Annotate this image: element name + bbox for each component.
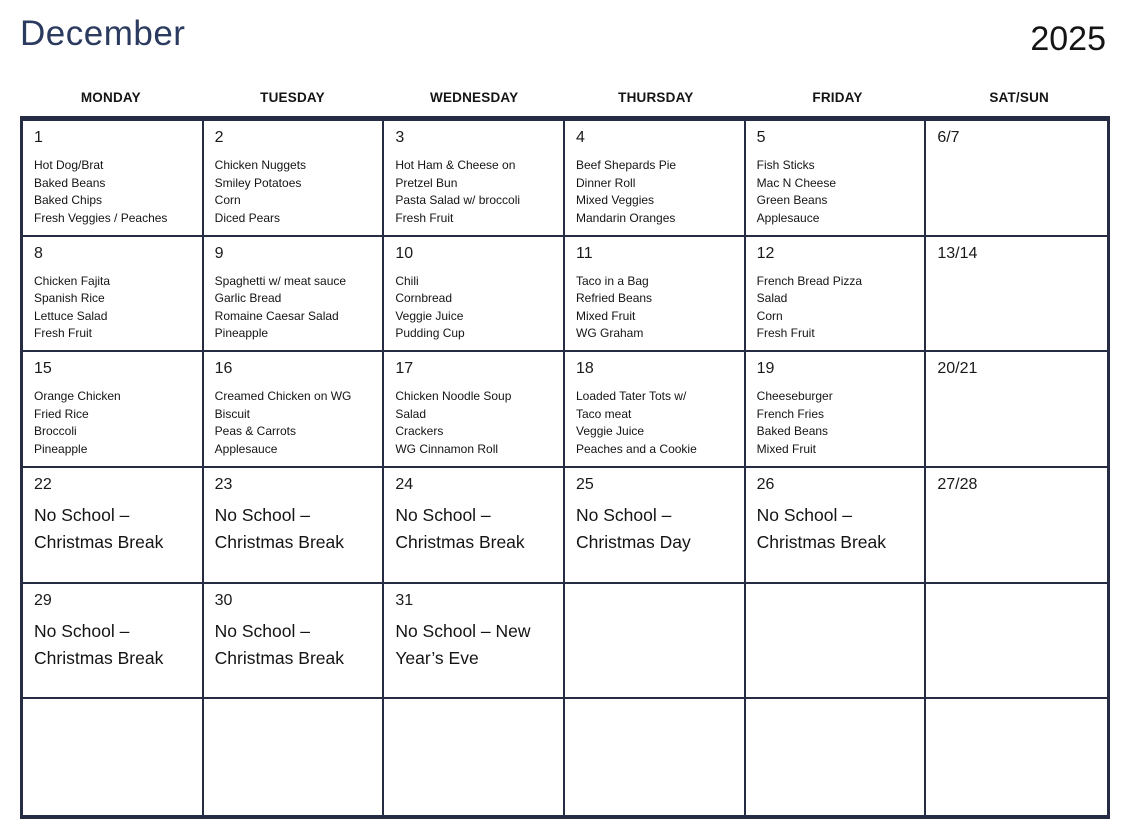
date-number: 2: [214, 129, 224, 146]
date-number: 25: [576, 475, 594, 493]
menu-item: Baked Chips: [34, 193, 103, 207]
menu-item: Beef Shepards Pie: [576, 158, 677, 172]
day-cell-22: [23, 468, 204, 584]
menu-item: Corn: [756, 308, 783, 323]
day-cell-13-14: [926, 237, 1107, 353]
menu-item: Diced Pears: [214, 210, 281, 225]
menu-item: Baked Beans: [34, 175, 106, 190]
menu-item: Fresh Fruit: [34, 326, 93, 341]
day-cell-17: [384, 352, 565, 468]
menu-item-list: [757, 157, 917, 227]
day-cell-23: [204, 468, 385, 584]
menu-item: Spanish Rice: [34, 291, 105, 306]
day-cell-empty: [565, 699, 746, 815]
day-cell-2: [204, 121, 385, 237]
menu-item: Mixed Fruit: [576, 308, 636, 323]
menu-item: Pretzel Bun: [395, 175, 458, 190]
menu-item: Creamed Chicken on WG: [214, 389, 352, 404]
menu-item: Mixed Fruit: [756, 441, 816, 456]
no-school-note: No School – Christmas Day: [576, 504, 691, 552]
day-cell-3: [384, 121, 565, 237]
menu-item: Pasta Salad w/ broccoli: [395, 193, 521, 207]
day-cell-empty: [746, 584, 927, 700]
day-cell-19: [746, 352, 927, 468]
date-number: 9: [214, 244, 224, 262]
day-cell-16: [204, 352, 385, 468]
no-school-note: No School – Christmas Break: [34, 504, 164, 552]
menu-item: Green Beans: [756, 193, 828, 207]
menu-item: Chili: [395, 273, 419, 288]
day-cell-empty: [926, 584, 1107, 700]
date-number: 17: [395, 360, 414, 378]
date-number: 19: [756, 360, 775, 378]
day-cell-20-21: [926, 352, 1107, 468]
menu-item: Taco meat: [576, 406, 632, 421]
day-cell-9: [204, 237, 385, 353]
day-cell-26: [746, 468, 927, 584]
menu-item: Baked Beans: [756, 424, 829, 439]
menu-item: Fish Sticks: [756, 158, 815, 172]
menu-item: Broccoli: [34, 424, 77, 439]
menu-item: Salad: [756, 291, 788, 306]
day-cell-11: [565, 237, 746, 353]
menu-item: Cornbread: [395, 291, 453, 306]
date-number: 20/21: [937, 360, 978, 378]
menu-item: Pudding Cup: [395, 326, 465, 341]
menu-item: WG Graham: [576, 326, 644, 341]
no-school-note: No School – Christmas Break: [756, 504, 886, 552]
date-number: 1: [34, 129, 43, 146]
menu-item: Refried Beans: [576, 291, 653, 306]
date-number: 30: [214, 591, 233, 609]
day-cell-31: [384, 584, 565, 700]
menu-item: Applesauce: [756, 210, 820, 225]
date-number: 18: [576, 360, 594, 378]
menu-item: Corn: [214, 193, 241, 207]
date-number: 31: [395, 591, 414, 609]
menu-item-list: [576, 388, 736, 458]
date-number: 23: [214, 475, 233, 493]
menu-item-list: [34, 388, 194, 458]
date-number: 10: [395, 244, 414, 262]
date-number: 22: [34, 475, 52, 493]
day-cell-empty: [204, 699, 385, 815]
day-cell-empty: [384, 699, 565, 815]
menu-item-list: [215, 273, 375, 343]
day-cell-empty: [926, 699, 1107, 815]
menu-item: Pineapple: [34, 441, 88, 456]
menu-item-list: [34, 273, 194, 343]
date-number: 6/7: [937, 129, 960, 146]
day-cell-empty: [746, 699, 927, 815]
date-number: 29: [34, 591, 52, 609]
menu-item: Applesauce: [214, 441, 278, 456]
weekday-header-thursday: THURSDAY: [618, 90, 694, 105]
month-title: December: [20, 14, 186, 53]
date-number: 27/28: [937, 475, 978, 493]
menu-item: Taco in a Bag: [576, 273, 649, 288]
menu-item: Biscuit: [214, 406, 250, 421]
no-school-note: No School – Christmas Break: [214, 620, 344, 668]
menu-item-list: [34, 157, 194, 227]
day-cell-1: [23, 121, 204, 237]
no-school-note: No School – Christmas Break: [34, 620, 164, 668]
day-cell-5: [746, 121, 927, 237]
menu-item-list: [757, 273, 917, 343]
day-cell-30: [204, 584, 385, 700]
day-cell-empty: [565, 584, 746, 700]
menu-item: Fried Rice: [34, 406, 89, 421]
menu-item: Chicken Noodle Soup: [395, 389, 512, 404]
menu-item-list: [395, 388, 555, 458]
menu-item: Smiley Potatoes: [214, 175, 302, 190]
menu-item: Fresh Fruit: [756, 326, 815, 341]
menu-item: Veggie Juice: [576, 424, 645, 439]
day-cell-4: [565, 121, 746, 237]
menu-item: Peaches and a Cookie: [576, 441, 697, 456]
menu-item: Romaine Caesar Salad: [214, 308, 339, 323]
menu-item: Cheeseburger: [756, 389, 833, 404]
date-number: 15: [34, 360, 52, 378]
day-cell-24: [384, 468, 565, 584]
menu-item: Mixed Veggies: [576, 193, 655, 207]
menu-item: Salad: [395, 406, 427, 421]
no-school-note: No School – Christmas Break: [395, 504, 525, 552]
date-number: 24: [395, 475, 414, 493]
weekday-header-friday: FRIDAY: [812, 90, 863, 105]
weekday-header-tuesday: TUESDAY: [260, 90, 325, 105]
day-cell-10: [384, 237, 565, 353]
menu-item: WG Cinnamon Roll: [395, 441, 499, 456]
day-cell-18: [565, 352, 746, 468]
day-cell-25: [565, 468, 746, 584]
date-number: 26: [756, 475, 775, 493]
menu-item: Mandarin Oranges: [576, 210, 676, 225]
calendar-grid: [20, 116, 1110, 819]
date-number: 11: [576, 244, 593, 262]
menu-item: Loaded Tater Tots w/: [576, 389, 687, 404]
menu-item-list: [215, 157, 375, 227]
menu-item: Crackers: [395, 424, 444, 439]
day-cell-6-7: [926, 121, 1107, 237]
menu-item-list: [576, 273, 736, 343]
day-cell-27-28: [926, 468, 1107, 584]
menu-item-list: [215, 388, 375, 458]
day-cell-8: [23, 237, 204, 353]
menu-item: Fresh Veggies / Peaches: [34, 210, 168, 225]
weekday-header-wednesday: WEDNESDAY: [430, 90, 519, 105]
date-number: 4: [576, 129, 585, 146]
menu-item: French Bread Pizza: [756, 273, 863, 288]
menu-item: French Fries: [756, 406, 825, 421]
weekday-header-satsun: SAT/SUN: [989, 90, 1049, 105]
menu-item: Fresh Fruit: [395, 210, 454, 225]
menu-item: Garlic Bread: [214, 291, 282, 306]
date-number: 8: [34, 244, 43, 262]
weekday-header-monday: MONDAY: [80, 90, 141, 105]
menu-item: Spaghetti w/ meat sauce: [214, 273, 347, 288]
menu-item-list: [395, 157, 555, 227]
menu-item-list: [395, 273, 555, 343]
menu-item: Peas & Carrots: [214, 424, 297, 439]
day-cell-15: [23, 352, 204, 468]
date-number: 13/14: [937, 244, 978, 262]
year-title: 2025: [1030, 20, 1106, 58]
menu-item-list: [757, 388, 917, 458]
day-cell-29: [23, 584, 204, 700]
menu-item: Lettuce Salad: [34, 308, 108, 323]
menu-item: Hot Dog/Brat: [34, 158, 104, 172]
menu-item-list: [576, 157, 736, 227]
menu-item: Veggie Juice: [395, 308, 464, 323]
menu-item: Chicken Fajita: [34, 273, 111, 288]
date-number: 16: [214, 360, 233, 378]
menu-item: Mac N Cheese: [756, 175, 837, 190]
menu-item: Orange Chicken: [34, 389, 121, 404]
day-cell-empty: [23, 699, 204, 815]
menu-item: Chicken Nuggets: [214, 158, 307, 172]
menu-item: Hot Ham & Cheese on: [395, 158, 516, 172]
day-cell-12: [746, 237, 927, 353]
menu-item: Pineapple: [214, 326, 269, 341]
no-school-note: No School – Christmas Break: [214, 504, 344, 552]
menu-item: Dinner Roll: [576, 175, 636, 190]
no-school-note: No School – New Year’s Eve: [395, 620, 531, 668]
date-number: 3: [395, 129, 405, 146]
date-number: 5: [756, 129, 766, 146]
weekday-header-row: [20, 90, 1110, 105]
date-number: 12: [756, 244, 775, 262]
